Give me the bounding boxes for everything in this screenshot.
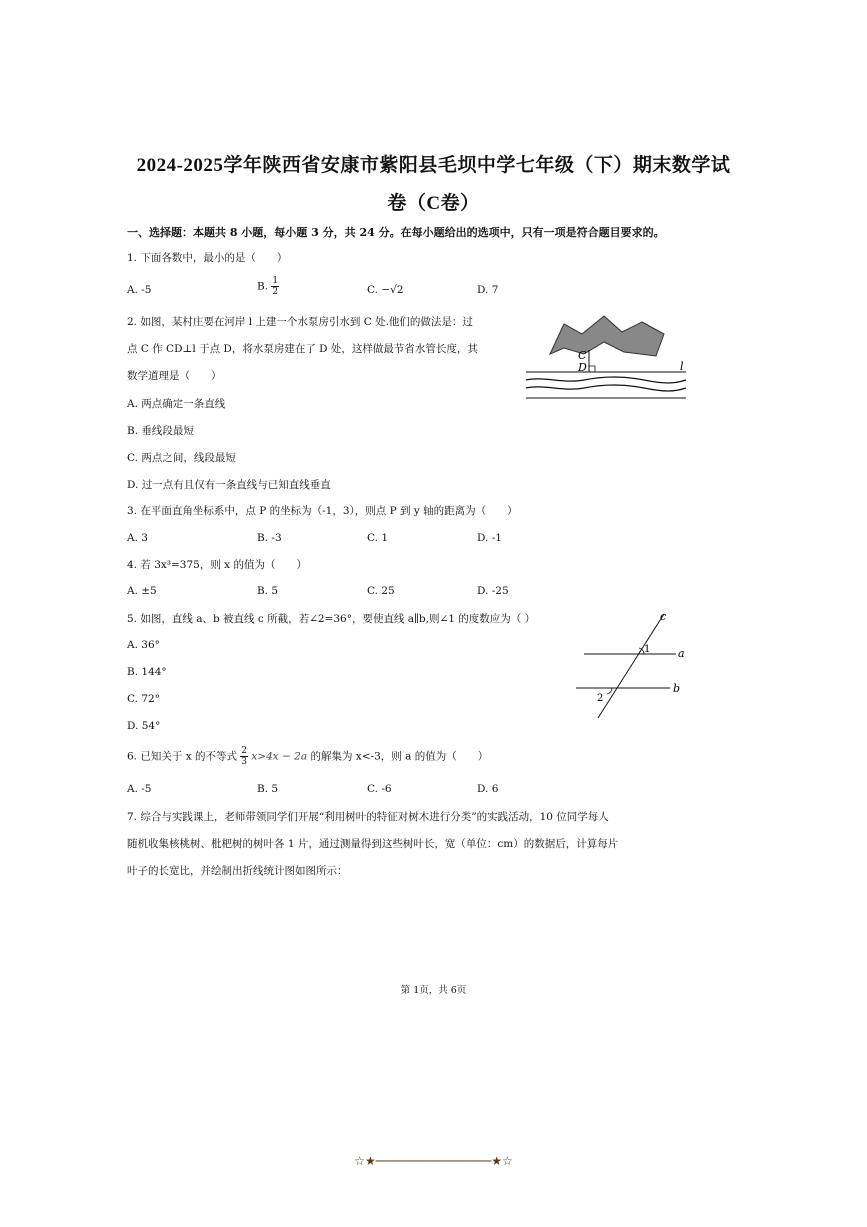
transversal-angle-figure — [572, 608, 690, 722]
question-5-option-a: A. 36° — [127, 639, 160, 651]
question-5-option-b: B. 144° — [127, 666, 167, 678]
question-3-option-b: B. -3 — [257, 532, 282, 544]
question-2-line1: 2. 如图，某村庄要在河岸 l 上建一个水泵房引水到 C 处.他们的做法是：过 — [127, 316, 473, 328]
question-2-option-c: C. 两点之间，线段最短 — [127, 452, 236, 464]
question-7-line2: 随机收集核桃树、枇杷树的树叶各 1 片，通过测量得到这些树叶长，宽（单位：cm）的数据后，计算每片 — [127, 838, 619, 850]
question-5-option-d: D. 54° — [127, 720, 161, 732]
fraction-two-thirds — [240, 746, 248, 767]
question-1-option-a: A. -5 — [127, 284, 152, 296]
line-c-label: c — [660, 610, 667, 623]
question-6-inequality: x>4x − 2a — [251, 750, 308, 763]
question-3-option-a: A. 3 — [127, 532, 148, 544]
question-4-option-d: D. -25 — [477, 585, 509, 597]
river-wave-1 — [526, 377, 686, 383]
question-3-option-d: D. -1 — [477, 532, 502, 544]
fraction-numerator: 2 — [241, 746, 248, 756]
section-heading: 一、选择题：本题共 8 小题，每小题 3 分，共 24 分。在每小题给出的选项中，只有一项是符合题目要求的。 — [127, 226, 665, 239]
right-angle-mark — [589, 366, 595, 372]
village-mountain-shape — [550, 316, 664, 356]
line-b-label: b — [673, 682, 681, 695]
fraction-numerator: 1 — [272, 276, 279, 286]
question-3-option-c: C. 1 — [367, 532, 389, 544]
fraction-one-half — [271, 276, 279, 297]
question-2-option-a: A. 两点确定一条直线 — [127, 398, 226, 410]
question-6-stem — [127, 746, 488, 767]
question-5-stem: 5. 如图，直线 a、b 被直线 c 所截，若∠2=36°，要使直线 a∥b,则∠1 的度数应为（ ） — [127, 613, 536, 625]
angle-2-arc — [607, 688, 612, 694]
line-a-label: a — [678, 647, 685, 660]
question-1-option-d: D. 7 — [477, 284, 499, 296]
line-l-label: l — [680, 360, 684, 373]
river-pump-figure — [524, 312, 690, 404]
angle-1-label: 1 — [644, 644, 651, 655]
question-2-line3: 数学道理是（ ） — [127, 370, 222, 382]
line-c-transversal — [598, 614, 664, 718]
decorative-star-divider: ☆★────────────────★☆ — [354, 1154, 513, 1168]
question-6-option-c: C. -6 — [367, 783, 392, 795]
question-1-option-c: C. −√2 — [367, 284, 404, 296]
page-number-footer: 第 1页，共 6页 — [400, 985, 467, 996]
question-6-option-d: D. 6 — [477, 783, 499, 795]
question-2-line2: 点 C 作 CD⊥l 于点 D，将水泵房建在了 D 处，这样做最节省水管长度，其 — [127, 343, 478, 355]
question-7-line1: 7. 综合与实践课上，老师带领同学们开展“利用树叶的特征对树木进行分类”的实践活动，10 位同学每人 — [127, 811, 609, 823]
question-7-line3: 叶子的长宽比，并绘制出折线统计图如图所示： — [127, 865, 348, 877]
question-6-suffix: 的解集为 x<-3，则 a 的值为（ ） — [310, 750, 489, 763]
question-1-option-b-label: B. — [257, 280, 269, 293]
page-title-line1: 2024-2025学年陕西省安康市紫阳县毛坝中学七年级（下）期末数学试 — [136, 155, 731, 176]
question-6-option-b: B. 5 — [257, 783, 279, 795]
question-1-option-b — [257, 276, 279, 297]
page-title-line2: 卷（C卷） — [387, 193, 480, 214]
question-2-option-b: B. 垂线段最短 — [127, 425, 194, 437]
point-d-label: D — [578, 361, 587, 374]
fraction-denominator: 2 — [272, 287, 279, 297]
question-4-option-a: A. ±5 — [127, 585, 157, 597]
question-5-option-c: C. 72° — [127, 693, 160, 705]
angle-2-label: 2 — [597, 693, 604, 704]
question-6-option-a: A. -5 — [127, 783, 152, 795]
question-4-option-b: B. 5 — [257, 585, 279, 597]
question-4-option-c: C. 25 — [367, 585, 395, 597]
question-6-prefix: 6. 已知关于 x 的不等式 — [127, 750, 237, 763]
question-1-stem: 1. 下面各数中，最小的是（ ） — [127, 252, 288, 264]
question-4-stem: 4. 若 3x³=375，则 x 的值为（ ） — [127, 559, 307, 571]
point-c-label: C — [578, 349, 587, 362]
question-3-stem: 3. 在平面直角坐标系中，点 P 的坐标为（-1，3），则点 P 到 y 轴的距离为（ ） — [127, 505, 518, 517]
river-wave-2 — [526, 385, 686, 391]
fraction-denominator: 3 — [241, 757, 248, 767]
question-2-option-d: D. 过一点有且仅有一条直线与已知直线垂直 — [127, 479, 331, 491]
